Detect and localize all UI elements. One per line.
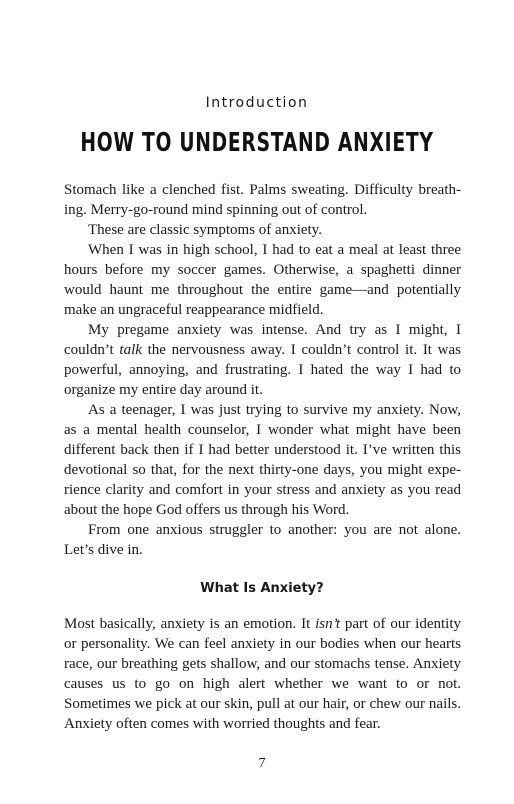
section-text [64,614,461,734]
chapter-title: HOW TO UNDERSTAND ANXIETY [80,128,434,158]
chapter-label: Introduction [205,95,309,111]
page-number: 7 [258,756,266,771]
paragraph-text: Most basically, anxiety is an emotion. It [64,616,316,632]
emphasis: isn’t [315,616,341,632]
paragraph: Stomach like a clenched fist. Palms sweating. Difficulty breathing. Merry-go-round mind spinning out of control. [64,182,461,218]
paragraph: From one anxious struggler to another: you are not alone. Let’s dive in. [64,522,461,558]
emphasis: talk [119,342,142,358]
intro-text [64,180,461,560]
paragraph-text: My pregame anxiety was intense. And try as I might, I couldn’t [64,322,461,358]
paragraph: When I was in high school, I had to eat a meal at least three hours before my soccer games. Otherwise, a spaghetti dinner would haunt me throughout the entire game—and potentially make an ungraceful reappearance midfield. [64,242,461,318]
section-heading: What Is Anxiety? [200,581,324,596]
paragraph: These are classic symptoms of anxiety. [88,222,322,238]
paragraph: As a teenager, I was just trying to survive my anxiety. Now, as a mental health counselor, I wonder what might have been different back then if I had better understood it. I’ve written this devotional so that, for the next thirty-one days, you might experience clarity and comfort in your stress and anxiety as you read about the hope God offers us through his Word. [64,402,461,518]
paragraph-text: the nervousness away. I couldn’t control it. It was powerful, annoying, and frustrating. I hated the way I had to organize my entire day around it. [64,342,461,398]
paragraph-text: part of our identity or personality. We can feel anxiety in our bodies when our hearts race, our breathing gets shallow, and our stomachs tense. Anxiety causes us to go on high alert whether we want to or not. Sometimes we pick at our skin, pull at our hair, or chew our nails. Anxiety often comes with worried thoughts and fear. [64,616,461,732]
paragraph [64,320,461,400]
paragraph [64,614,461,734]
